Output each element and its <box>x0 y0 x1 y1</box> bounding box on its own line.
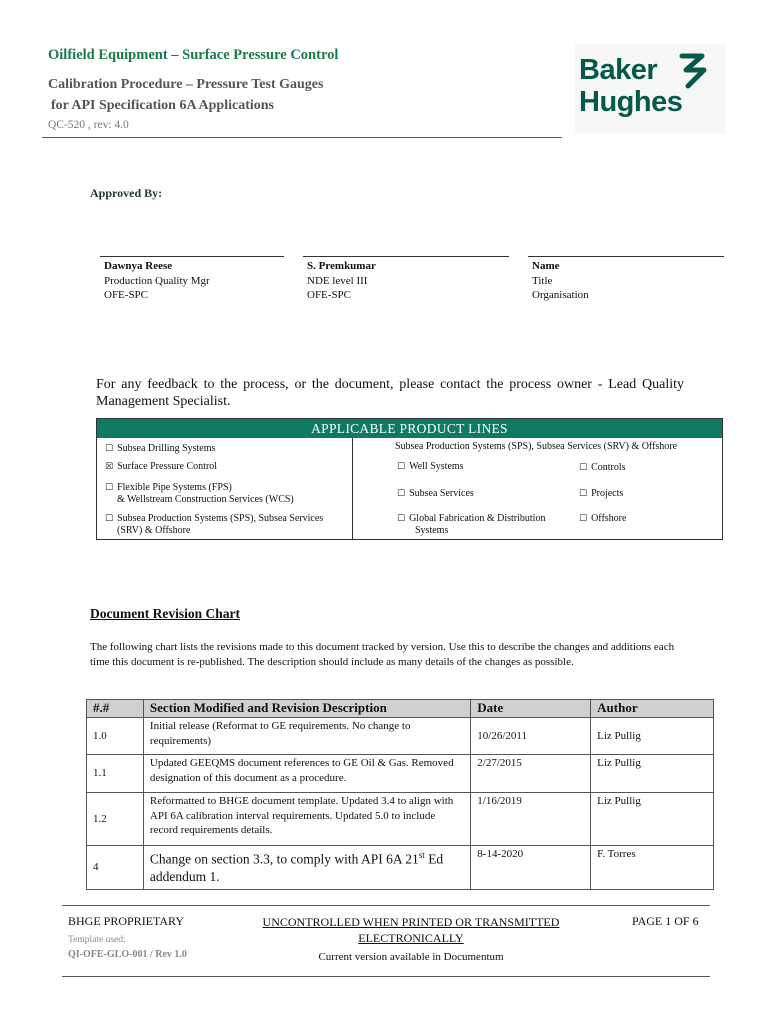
product-lines-right-heading: Subsea Production Systems (SPS), Subsea Services (SRV) & Offshore <box>395 441 678 452</box>
signatory-name: Dawnya Reese <box>104 260 173 272</box>
table-row <box>87 793 714 846</box>
signatory-title: Production Quality Mgr <box>104 274 210 287</box>
signatory-title: NDE level III <box>307 274 368 287</box>
product-line-well-systems: ☐ Well Systems <box>397 461 464 472</box>
footer-divider-top <box>62 905 710 906</box>
row-author: F. Torres <box>591 846 714 890</box>
product-line-offshore: ☐ Offshore <box>579 513 627 524</box>
row-version: 4 <box>87 846 144 890</box>
checkbox-unchecked-icon[interactable]: ☐ <box>579 463 588 473</box>
row-author: Liz Pullig <box>591 755 714 793</box>
row-author: Liz Pullig <box>591 793 714 846</box>
checkbox-unchecked-icon[interactable]: ☐ <box>397 462 406 472</box>
footer-uncontrolled-text: UNCONTROLLED WHEN PRINTED OR TRANSMITTED ELECTRONICALLY <box>262 915 560 945</box>
row-version: 1.1 <box>87 755 144 793</box>
footer-divider-bottom <box>62 976 710 977</box>
checkbox-unchecked-icon[interactable]: ☐ <box>105 483 114 493</box>
row-author: Liz Pullig <box>591 718 714 755</box>
checkbox-unchecked-icon[interactable]: ☐ <box>397 489 406 499</box>
checkbox-checked-icon[interactable]: ☒ <box>105 462 114 472</box>
row-date: 10/26/2011 <box>471 718 591 755</box>
product-line-controls: ☐ Controls <box>579 462 626 473</box>
signatory-title: Title <box>532 274 553 287</box>
footer-proprietary: BHGE PROPRIETARY <box>68 914 185 928</box>
column-header-version: #.# <box>87 700 144 718</box>
company-logo <box>575 44 725 134</box>
logo-word-1: Baker <box>579 54 658 86</box>
checkbox-unchecked-icon[interactable]: ☐ <box>397 514 406 524</box>
table-row <box>87 846 714 890</box>
product-line-flexible-pipe: ☐ Flexible Pipe Systems (FPS) & Wellstream Construction Services (WCS) <box>105 482 294 505</box>
product-line-subsea-drilling: ☐ Subsea Drilling Systems <box>105 443 216 454</box>
footer-current-version: Current version available in Documentum <box>318 951 504 963</box>
product-line-projects: ☐ Projects <box>579 488 624 499</box>
header-divider <box>42 137 562 138</box>
revision-table-header <box>87 700 714 718</box>
revision-chart-title: Document Revision Chart <box>90 606 240 621</box>
product-line-global-fabrication: ☐ Global Fabrication & Distribution Systems <box>397 513 546 536</box>
product-line-subsea-services: ☐ Subsea Services <box>397 488 474 499</box>
revision-table <box>86 699 714 890</box>
row-description: Change on section 3.3, to comply with API 6A 21st Ed addendum 1. <box>143 846 470 890</box>
checkbox-unchecked-icon[interactable]: ☐ <box>579 489 588 499</box>
document-subtitle-line2: for API Specification 6A Applications <box>51 98 274 113</box>
signatory-name: Name <box>532 260 560 272</box>
row-description: Updated GEEQMS document references to GE Oil & Gas. Removed designation of this document as a procedure. <box>143 755 470 793</box>
product-line-surface-pressure-control: ☒ Surface Pressure Control <box>105 461 218 472</box>
product-lines-heading: APPLICABLE PRODUCT LINES <box>97 419 722 438</box>
signatory-name: S. Premkumar <box>307 260 376 272</box>
row-description: Initial release (Reformat to GE requirements. No change to requirements) <box>143 718 470 755</box>
footer-page-number: PAGE 1 OF 6 <box>632 914 699 928</box>
logo-word-2: Hughes <box>579 86 683 118</box>
column-header-author: Author <box>591 700 714 718</box>
logo-mark-icon <box>678 52 708 92</box>
applicable-product-lines-table <box>96 418 723 540</box>
column-header-description: Section Modified and Revision Description <box>143 700 470 718</box>
row-version: 1.2 <box>87 793 144 846</box>
checkbox-unchecked-icon[interactable]: ☐ <box>579 514 588 524</box>
signature-block-3 <box>528 256 724 303</box>
row-date: 2/27/2015 <box>471 755 591 793</box>
revision-chart-intro: The following chart lists the revisions made to this document tracked by version. Use this to describe the changes and additions each time this document is re-published. The description should include as many details of the changes as possible. <box>90 641 675 668</box>
checkbox-unchecked-icon[interactable]: ☐ <box>105 514 114 524</box>
row-date: 1/16/2019 <box>471 793 591 846</box>
signature-block-1 <box>100 256 284 303</box>
product-line-subsea-production: ☐ Subsea Production Systems (SPS), Subsea Services (SRV) & Offshore <box>105 513 324 536</box>
signature-block-2 <box>303 256 509 303</box>
footer-template-id: QI-OFE-GLO-001 / Rev 1.0 <box>68 949 187 960</box>
table-row <box>87 718 714 755</box>
row-date: 8-14-2020 <box>471 846 591 890</box>
feedback-note: For any feedback to the process, or the document, please contact the process owner - Lead Quality Management Specialist. <box>96 377 684 409</box>
approved-by-label: Approved By: <box>90 186 163 200</box>
footer-control-notice <box>250 914 572 965</box>
document-header-title: Oilfield Equipment – Surface Pressure Control <box>48 47 339 63</box>
document-id: QC-520 , rev: 4.0 <box>48 119 129 131</box>
signatory-org: Organisation <box>532 289 589 301</box>
row-version: 1.0 <box>87 718 144 755</box>
column-header-date: Date <box>471 700 591 718</box>
footer-template-label: Template used: <box>68 935 126 945</box>
signatory-org: OFE-SPC <box>307 289 352 301</box>
checkbox-unchecked-icon[interactable]: ☐ <box>105 444 114 454</box>
row-description: Reformatted to BHGE document template. Updated 3.4 to align with API 6A calibration interval requirements. Updated 5.0 to include record requirements details. <box>143 793 470 846</box>
signatory-org: OFE-SPC <box>104 289 149 301</box>
document-subtitle-line1: Calibration Procedure – Pressure Test Gauges <box>48 77 324 92</box>
table-row <box>87 755 714 793</box>
